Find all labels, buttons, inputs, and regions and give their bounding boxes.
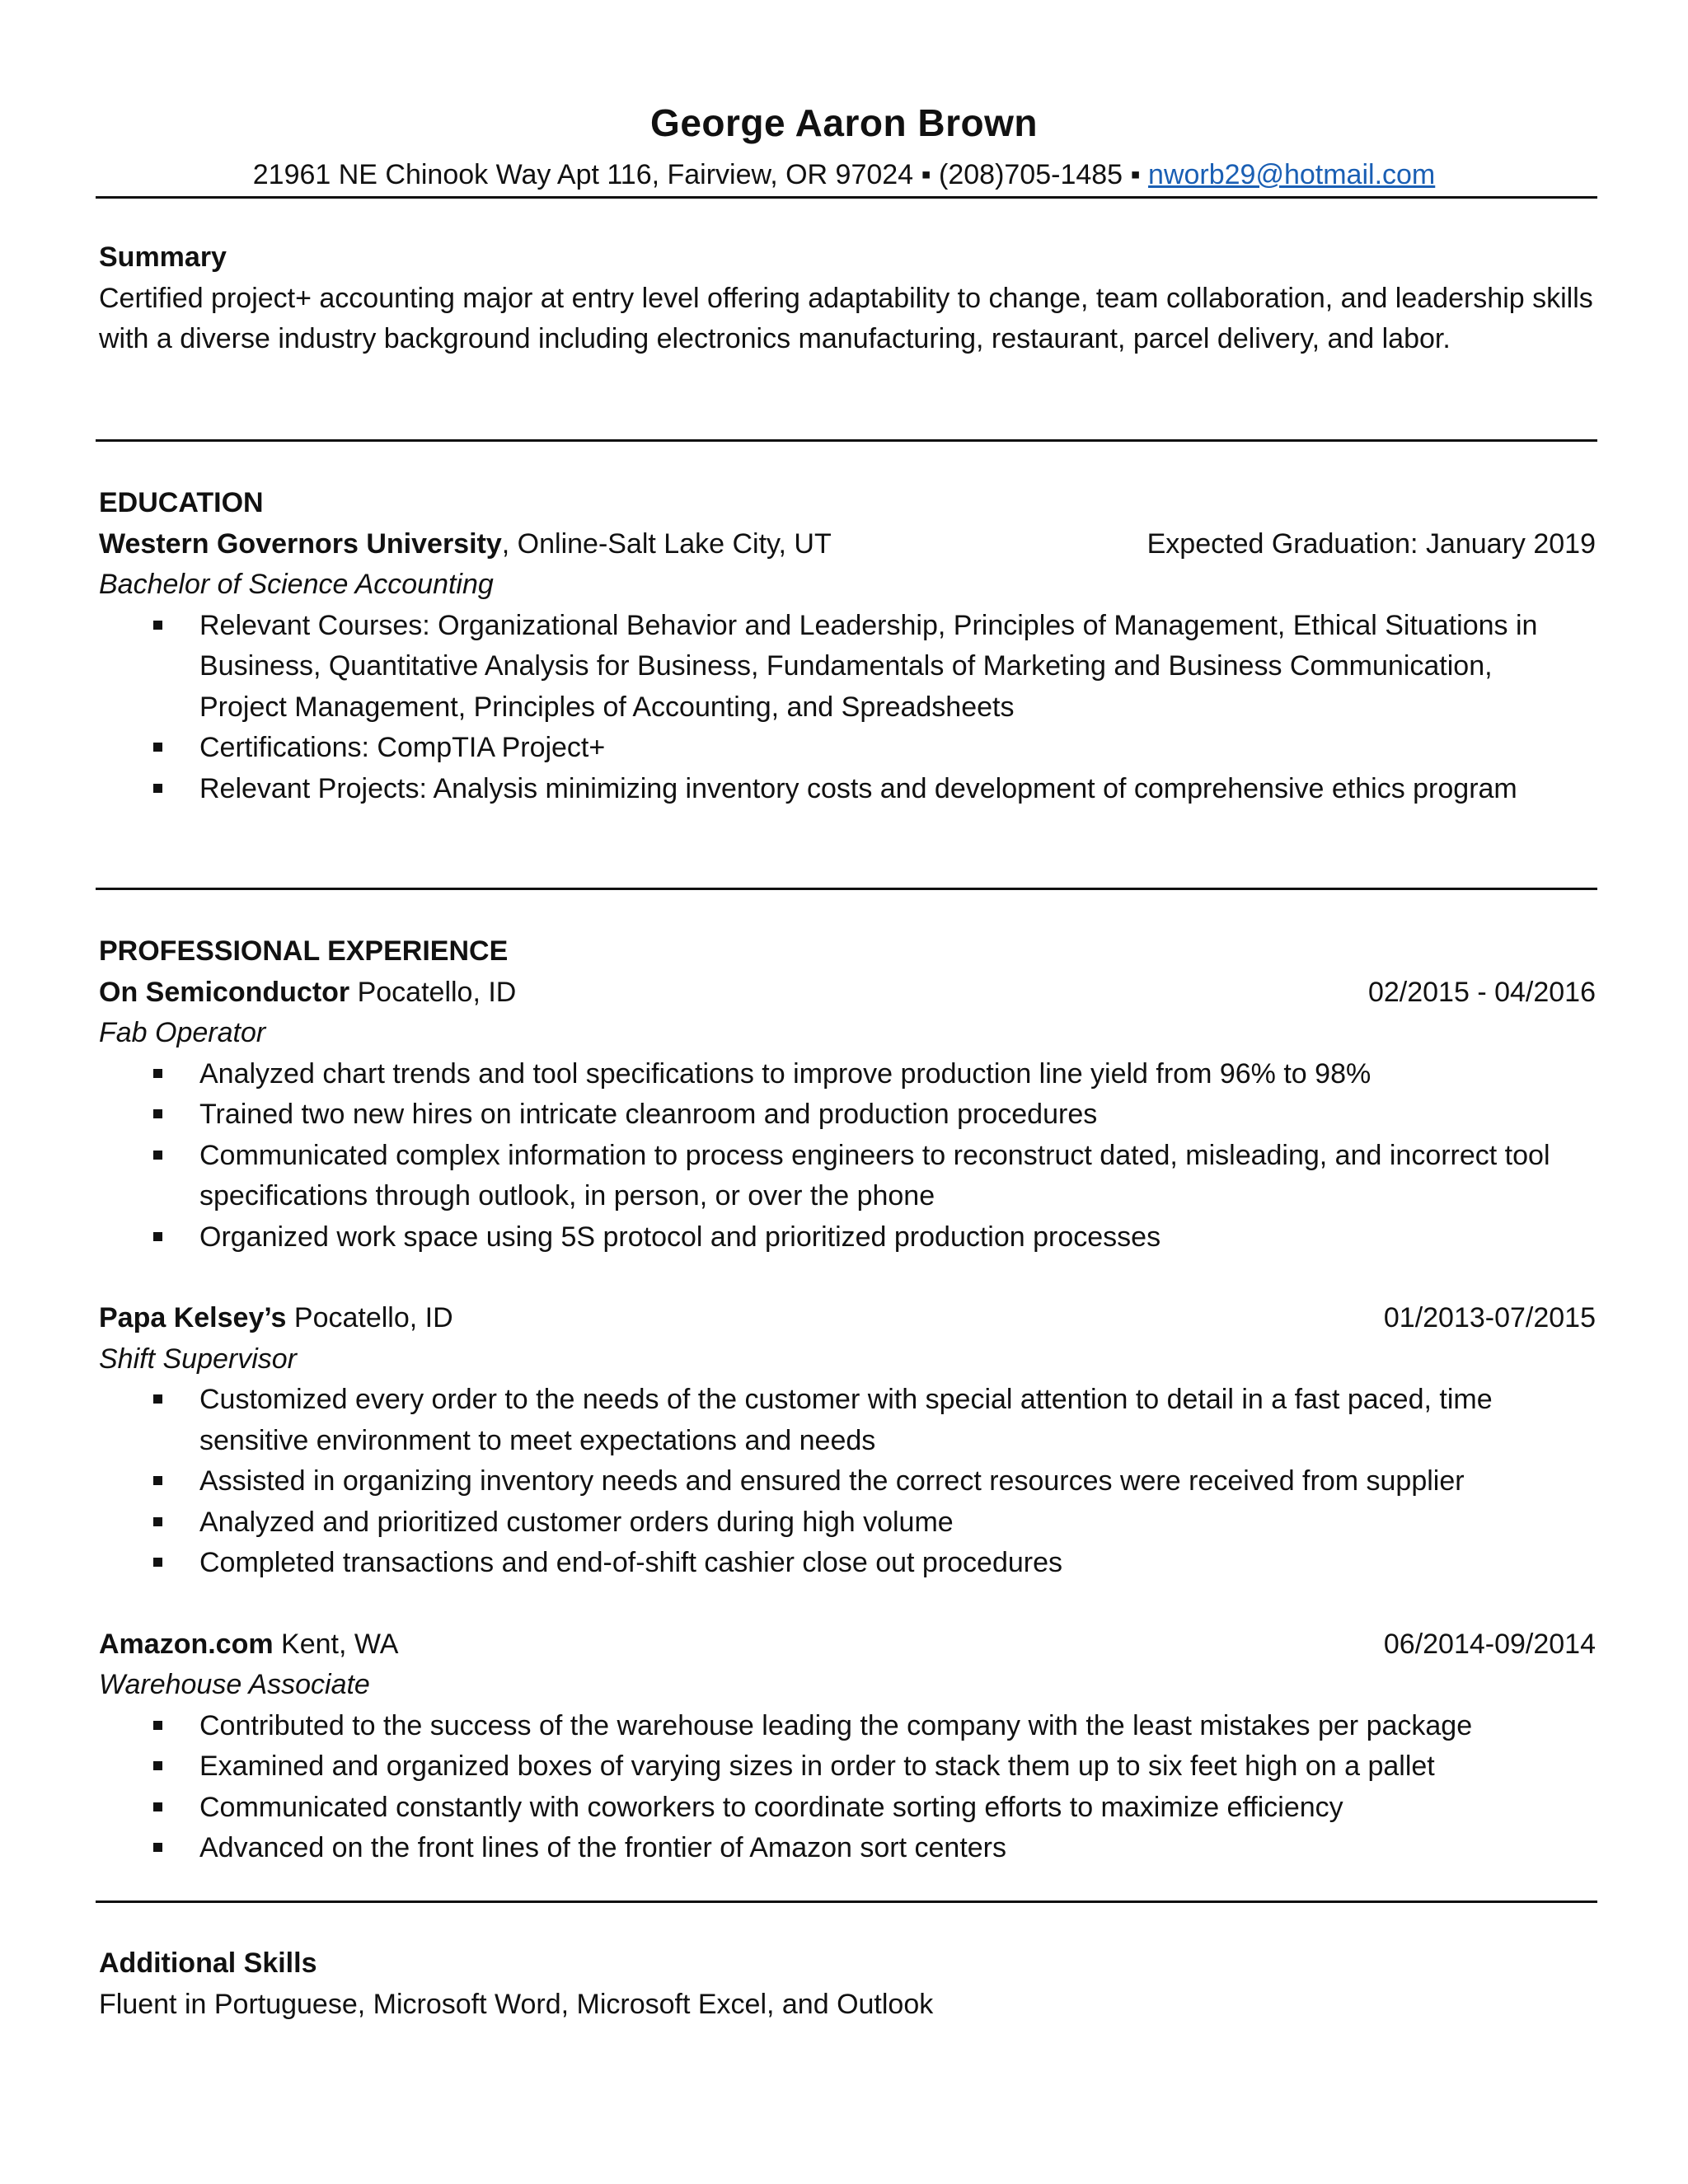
list-item	[99, 1746, 1596, 1788]
education-heading: EDUCATION	[99, 487, 264, 518]
job-bullet-list	[99, 1380, 1596, 1584]
resume-name: George Aaron Brown	[650, 101, 1038, 144]
bullet-text: Organized work space using 5S protocol and prioritized production processes	[199, 1221, 1161, 1253]
bullet-text: Advanced on the front lines of the frontier of Amazon sort centers	[199, 1832, 1006, 1863]
education-bullet-list	[99, 606, 1596, 810]
education-divider	[96, 888, 1597, 890]
header-divider	[96, 196, 1597, 199]
bullet-icon	[153, 1394, 162, 1404]
bullet-icon	[153, 1476, 162, 1485]
bullet-text: Relevant Projects: Analysis minimizing inventory costs and development of comprehensive ethics program	[199, 772, 1517, 804]
degree-title: Bachelor of Science Accounting	[99, 569, 494, 600]
list-item	[99, 606, 1596, 729]
bullet-text: Certifications: CompTIA Project+	[199, 732, 606, 763]
school-location: , Online-Salt Lake City, UT	[501, 527, 832, 560]
job-entry	[99, 1624, 1596, 1869]
school-name: Western Governors University	[99, 527, 502, 560]
bullet-icon	[153, 1232, 162, 1241]
list-item	[99, 1217, 1596, 1258]
company-name: Papa Kelsey’s	[99, 1302, 287, 1333]
email-link[interactable]: nworb29@hotmail.com	[1148, 159, 1436, 190]
list-item	[99, 1094, 1596, 1136]
bullet-icon	[153, 1151, 162, 1160]
bullet-text: Communicated constantly with coworkers to coordinate sorting efforts to maximize efficiency	[199, 1791, 1343, 1823]
summary-divider	[96, 439, 1597, 442]
bullet-text: Examined and organized boxes of varying sizes in order to stack them up to six feet high on a pallet	[199, 1750, 1435, 1782]
bullet-text: Relevant Courses: Organizational Behavior and Leadership, Principles of Management, Ethical Situations in Business, Quantitative Analysis for Business, Fundamentals of Marketing and Business Communication, Project Management, Principles of Accounting, and Spreadsheets	[199, 609, 1538, 723]
bullet-icon	[153, 1802, 162, 1811]
experience-divider	[96, 1900, 1597, 1903]
bullet-icon	[153, 621, 162, 630]
skills-heading: Additional Skills	[99, 1947, 317, 1979]
bullet-text: Trained two new hires on intricate cleanroom and production procedures	[199, 1099, 1098, 1130]
bullet-icon	[153, 1558, 162, 1567]
list-item	[99, 728, 1596, 769]
list-item	[99, 1788, 1596, 1829]
bullet-text: Contributed to the success of the warehouse leading the company with the least mistakes per package	[199, 1709, 1473, 1741]
job-bullet-list	[99, 1706, 1596, 1869]
bullet-text: Analyzed chart trends and tool specifications to improve production line yield from 96% to 98%	[199, 1057, 1372, 1090]
job-dates: 06/2014-09/2014	[1383, 1628, 1596, 1660]
skills-text: Fluent in Portuguese, Microsoft Word, Microsoft Excel, and Outlook	[99, 1988, 934, 2020]
company-location: Kent, WA	[273, 1628, 399, 1660]
bullet-text: Assisted in organizing inventory needs and ensured the correct resources were received from supplier	[199, 1465, 1465, 1497]
bullet-icon	[153, 1761, 162, 1770]
summary-heading: Summary	[99, 241, 227, 273]
list-item	[99, 1502, 1596, 1544]
job-dates: 02/2015 - 04/2016	[1367, 976, 1596, 1008]
list-item	[99, 769, 1596, 810]
job-entry	[99, 972, 1596, 1258]
job-employer	[99, 972, 516, 1014]
graduation-date: Expected Graduation: January 2019	[1146, 527, 1596, 560]
list-item	[99, 1543, 1596, 1584]
job-header	[99, 972, 1596, 1014]
list-item	[99, 1706, 1596, 1747]
company-location: Pocatello, ID	[286, 1302, 453, 1333]
list-item	[99, 1461, 1596, 1502]
education-institution	[99, 524, 832, 565]
job-employer	[99, 1298, 453, 1339]
list-item	[99, 1054, 1596, 1095]
bullet-icon	[153, 1109, 162, 1118]
company-location: Pocatello, ID	[349, 976, 517, 1008]
bullet-icon	[153, 743, 162, 752]
bullet-text: Completed transactions and end-of-shift cashier close out procedures	[199, 1547, 1063, 1578]
bullet-icon	[153, 784, 162, 793]
job-header	[99, 1298, 1596, 1339]
bullet-text: Customized every order to the needs of the customer with special attention to detail in a fast paced, time sensitive environment to meet expectations and needs	[199, 1384, 1493, 1456]
job-title: Fab Operator	[99, 1017, 266, 1048]
job-title: Shift Supervisor	[99, 1343, 297, 1375]
summary-text: Certified project+ accounting major at entry level offering adaptability to change, team collaboration, and leadership skills with a diverse industry background including electronics manufacturing, restaurant, parcel delivery, and labor.	[99, 282, 1593, 354]
experience-section	[99, 931, 1596, 1869]
list-item	[99, 1136, 1596, 1217]
bullet-text: Analyzed and prioritized customer orders during high volume	[199, 1506, 954, 1538]
bullet-icon	[153, 1721, 162, 1730]
education-row	[99, 524, 1596, 565]
job-title: Warehouse Associate	[99, 1669, 370, 1700]
contact-line	[0, 157, 1688, 193]
skills-section	[99, 1943, 1596, 2025]
job-entry	[99, 1298, 1596, 1584]
summary-section	[99, 237, 1596, 360]
contact-details: 21961 NE Chinook Way Apt 116, Fairview, OR 97024 ▪ (208)705-1485 ▪	[252, 159, 1149, 190]
job-header	[99, 1624, 1596, 1666]
company-name: On Semiconductor	[99, 976, 350, 1008]
bullet-text: Communicated complex information to process engineers to reconstruct dated, misleading, and incorrect tool specifications through outlook, in person, or over the phone	[199, 1139, 1550, 1212]
bullet-icon	[153, 1843, 162, 1852]
list-item	[99, 1380, 1596, 1461]
company-name: Amazon.com	[99, 1628, 274, 1660]
list-item	[99, 1828, 1596, 1869]
job-employer	[99, 1624, 398, 1666]
bullet-icon	[153, 1069, 162, 1078]
experience-heading: PROFESSIONAL EXPERIENCE	[99, 935, 509, 967]
job-dates: 01/2013-07/2015	[1383, 1302, 1596, 1333]
education-section	[99, 483, 1596, 809]
job-bullet-list	[99, 1054, 1596, 1258]
bullet-icon	[153, 1517, 162, 1526]
